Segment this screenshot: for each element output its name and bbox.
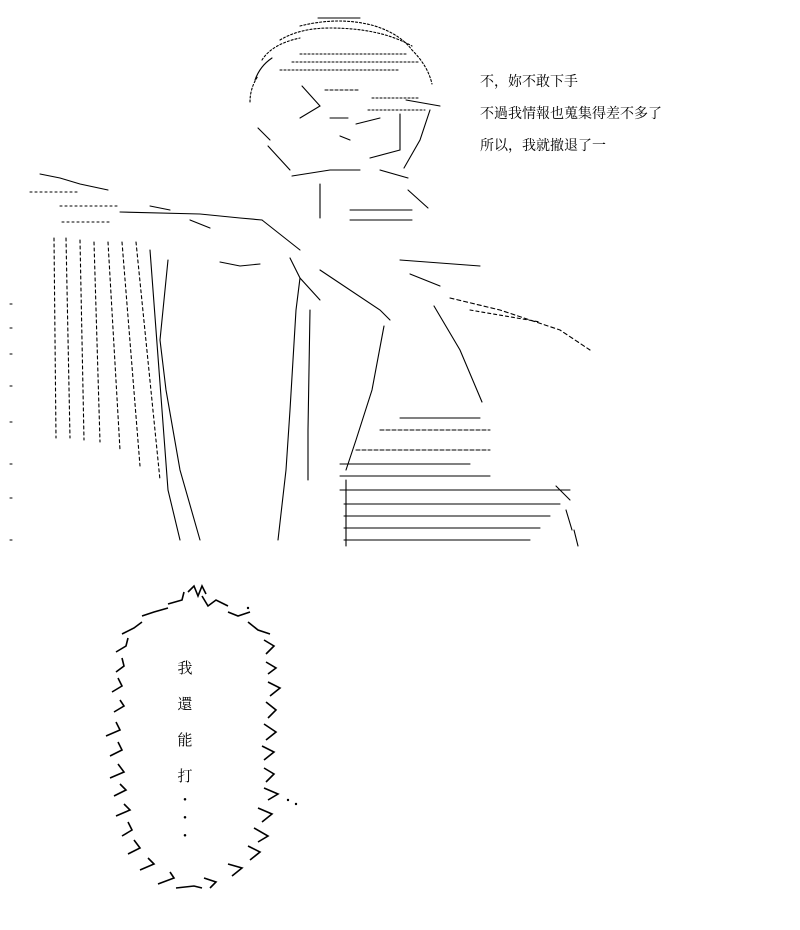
dialogue-line-1: 不，妳不敢下手 <box>480 74 578 90</box>
bubble-dot-3: ・ <box>178 829 192 845</box>
bubble-char-2: 還 <box>177 695 193 713</box>
bubble-char-1: 我 <box>177 659 193 677</box>
dialogue-text <box>480 72 662 156</box>
dialogue-line-2: 不過我情報也蒐集得差不多了 <box>480 106 662 122</box>
bubble-dot-1: ・ <box>178 793 192 809</box>
bubble-text <box>165 650 205 794</box>
ascii-art-figure <box>0 10 800 570</box>
dialogue-line-3: 所以，我就撤退了一 <box>480 138 606 154</box>
bubble-dot-2: ・ <box>178 811 192 827</box>
bubble-ellipsis <box>165 792 205 846</box>
bubble-char-4: 打 <box>177 767 193 785</box>
bubble-char-3: 能 <box>177 731 193 749</box>
